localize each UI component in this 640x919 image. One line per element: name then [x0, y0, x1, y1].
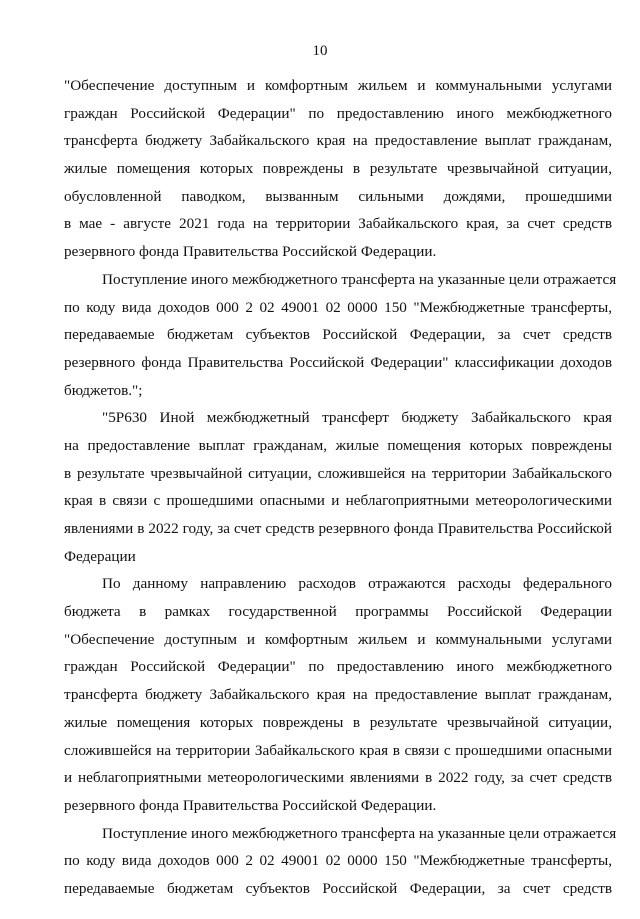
text-line: бюджета в рамках государственной программы Российской Федерации: [64, 603, 612, 621]
text-line: жилые помещения которых повреждены в результате чрезвычайной ситуации,: [64, 713, 612, 731]
page-number: 10: [312, 43, 328, 59]
text-line: Федерации: [64, 547, 136, 565]
text-line: бюджетов.";: [64, 381, 143, 399]
text-line: граждан Российской Федерации" по предоставлению иного межбюджетного: [64, 104, 612, 122]
text-line: трансферта бюджету Забайкальского края на предоставление выплат гражданам,: [64, 132, 612, 150]
text-line: резервного фонда Правительства Российской Федерации.: [64, 796, 437, 814]
text-line: обусловленной паводком, вызванным сильными дождями, прошедшими: [64, 187, 612, 205]
text-line: и неблагоприятными метеорологическими явлениями в 2022 году, за счет средств: [64, 769, 612, 787]
text-line: сложившейся на территории Забайкальского края в связи с прошедшими опасными: [64, 741, 612, 759]
text-line: передаваемые бюджетам субъектов Российской Федерации, за счет средств: [64, 879, 612, 897]
text-line: трансферта бюджету Забайкальского края на предоставление выплат гражданам,: [64, 686, 612, 704]
text-line: жилые помещения которых повреждены в результате чрезвычайной ситуации,: [64, 160, 612, 178]
text-line: по коду вида доходов 000 2 02 49001 02 0000 150 "Межбюджетные трансферты,: [64, 298, 612, 316]
text-line: передаваемые бюджетам субъектов Российской Федерации, за счет средств: [64, 326, 612, 344]
text-line: "Обеспечение доступным и комфортным жильем и коммунальными услугами: [64, 77, 612, 94]
text-line: края в связи с прошедшими опасными и неблагоприятными метеорологическими: [64, 492, 612, 510]
text-line: "Обеспечение доступным и комфортным жильем и коммунальными услугами: [64, 630, 612, 648]
text-line: резервного фонда Правительства Российской Федерации" классификации доходов: [64, 353, 612, 371]
text-line: по коду вида доходов 000 2 02 49001 02 0000 150 "Межбюджетные трансферты,: [64, 852, 612, 870]
text-line: Поступление иного межбюджетного трансферта на указанные цели отражается: [102, 270, 617, 288]
text-line: в результате чрезвычайной ситуации, сложившейся на территории Забайкальского: [64, 464, 612, 482]
document-body: [64, 72, 617, 903]
text-line: на предоставление выплат гражданам, жилые помещения которых повреждены: [64, 436, 612, 454]
text-line: Поступление иного межбюджетного трансферта на указанные цели отражается: [102, 824, 617, 842]
text-line: "5Р630 Иной межбюджетный трансферт бюджету Забайкальского края: [102, 409, 612, 427]
text-line: По данному направлению расходов отражаются расходы федерального: [102, 575, 612, 593]
text-line: резервного фонда Правительства Российской Федерации.: [64, 243, 437, 261]
text-line: явлениями в 2022 году, за счет средств резервного фонда Правительства Российской: [64, 520, 612, 537]
text-line: граждан Российской Федерации" по предоставлению иного межбюджетного: [64, 658, 612, 676]
text-line: в мае - августе 2021 года на территории Забайкальского края, за счет средств: [64, 215, 612, 233]
